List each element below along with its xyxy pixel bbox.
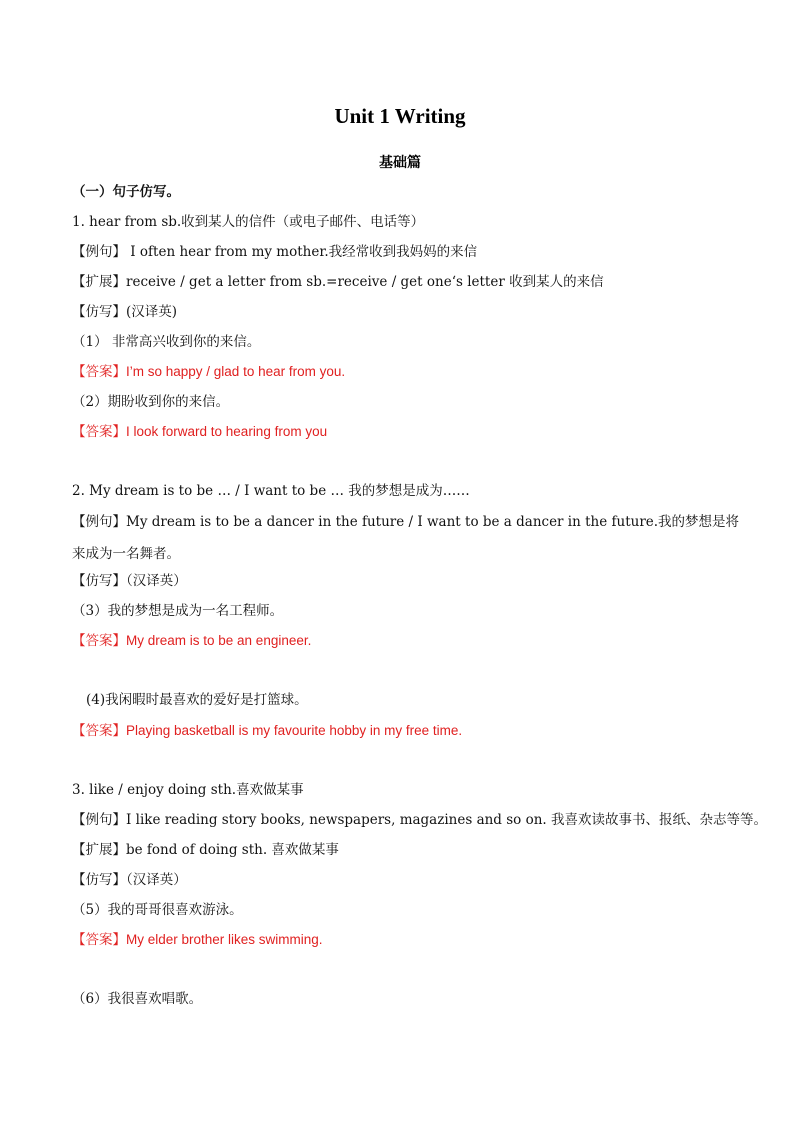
answer-3: 【答案】My dream is to be an engineer. [72, 633, 312, 648]
item1-example: 【例句】 I often hear from my mother.我经常收到我妈妈的来信 [72, 244, 478, 260]
item3-extension: 【扩展】be fond of doing sth. 喜欢做某事 [72, 842, 339, 858]
item1-heading: 1. hear from sb.收到某人的信件（或电子邮件、电话等） [72, 214, 425, 230]
item2-example: 【例句】My dream is to be a dancer in the future / I want to be a dancer in the future.我的梦想是将来成为一名舞者。 [72, 514, 740, 562]
item2-heading: 2. My dream is to be … / I want to be … 我的梦想是成为…… [72, 483, 470, 499]
section-heading: （一）句子仿写。 [72, 184, 180, 200]
answer-5: 【答案】My elder brother likes swimming. [72, 932, 323, 947]
question-3: （3）我的梦想是成为一名工程师。 [72, 603, 284, 619]
question-4: (4)我闲暇时最喜欢的爱好是打篮球。 [86, 692, 308, 708]
item3-example: 【例句】I like reading story books, newspapers, magazines and so on. 我喜欢读故事书、报纸、杂志等等。 [72, 812, 767, 828]
question-1: （1） 非常高兴收到你的来信。 [72, 334, 261, 350]
question-6: （6）我很喜欢唱歌。 [72, 991, 203, 1007]
item3-imitate-label: 【仿写】（汉译英） [72, 872, 187, 888]
question-2: （2）期盼收到你的来信。 [72, 394, 230, 410]
item3-heading: 3. like / enjoy doing sth.喜欢做某事 [72, 782, 304, 798]
item1-imitate-label: 【仿写】(汉译英) [72, 304, 178, 320]
answer-1: 【答案】I’m so happy / glad to hear from you. [72, 364, 346, 379]
item1-extension: 【扩展】receive / get a letter from sb.=receive / get one‘s letter 收到某人的来信 [72, 274, 604, 290]
question-5: （5）我的哥哥很喜欢游泳。 [72, 902, 243, 918]
answer-4: 【答案】Playing basketball is my favourite hobby in my free time. [72, 723, 463, 738]
item2-imitate-label: 【仿写】（汉译英） [72, 573, 187, 589]
page-subtitle: 基础篇 [379, 155, 421, 171]
page-title: Unit 1 Writing [334, 104, 466, 128]
answer-2: 【答案】I look forward to hearing from you [72, 424, 328, 439]
